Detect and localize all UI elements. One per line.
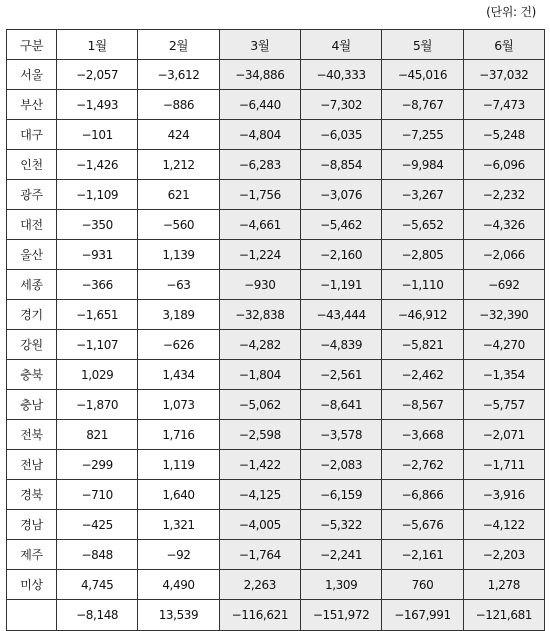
value-cell: −3,578 (300, 420, 381, 450)
table-row (7, 570, 545, 600)
value-cell: −350 (57, 210, 138, 240)
value-cell: −63 (138, 270, 219, 300)
value-cell: −4,005 (219, 510, 300, 540)
value-cell: −931 (57, 240, 138, 270)
value-cell: −2,057 (57, 60, 138, 90)
value-cell: −4,839 (300, 330, 381, 360)
value-cell: −2,462 (382, 360, 463, 390)
value-cell: 1,278 (463, 570, 544, 600)
value-cell: 3,189 (138, 300, 219, 330)
value-cell: −6,035 (300, 120, 381, 150)
value-cell: −2,232 (463, 180, 544, 210)
value-cell: −560 (138, 210, 219, 240)
region-cell: 충남 (7, 390, 57, 420)
region-cell: 전남 (7, 450, 57, 480)
value-cell: −121,681 (463, 600, 544, 631)
value-cell: −1,870 (57, 390, 138, 420)
value-cell: −2,083 (300, 450, 381, 480)
value-cell: 1,073 (138, 390, 219, 420)
value-cell: −3,916 (463, 480, 544, 510)
value-cell: −1,426 (57, 150, 138, 180)
value-cell: −6,440 (219, 90, 300, 120)
value-cell: −886 (138, 90, 219, 120)
value-cell: −710 (57, 480, 138, 510)
value-cell: −40,333 (300, 60, 381, 90)
table-row (7, 540, 545, 570)
table-row (7, 90, 545, 120)
header-cell-month: 6월 (463, 30, 544, 60)
value-cell: −45,016 (382, 60, 463, 90)
value-cell: −2,161 (382, 540, 463, 570)
value-cell: −5,462 (300, 210, 381, 240)
value-cell: −32,838 (219, 300, 300, 330)
value-cell: −5,652 (382, 210, 463, 240)
value-cell: −116,621 (219, 600, 300, 631)
table-row (7, 330, 545, 360)
header-cell-month: 2월 (138, 30, 219, 60)
header-cell-region: 구분 (7, 30, 57, 60)
value-cell: 424 (138, 120, 219, 150)
value-cell: 1,119 (138, 450, 219, 480)
value-cell: 821 (57, 420, 138, 450)
value-cell: −3,668 (382, 420, 463, 450)
table-body (7, 60, 545, 631)
header-cell-month: 1월 (57, 30, 138, 60)
value-cell: 760 (382, 570, 463, 600)
table-row (7, 480, 545, 510)
value-cell: −7,302 (300, 90, 381, 120)
table-row (7, 600, 545, 631)
region-cell: 제주 (7, 540, 57, 570)
value-cell: −366 (57, 270, 138, 300)
value-cell: −8,854 (300, 150, 381, 180)
value-cell: −1,110 (382, 270, 463, 300)
header-row (7, 30, 545, 60)
value-cell: −4,122 (463, 510, 544, 540)
value-cell: −2,066 (463, 240, 544, 270)
value-cell: −46,912 (382, 300, 463, 330)
value-cell: −1,764 (219, 540, 300, 570)
value-cell: −5,821 (382, 330, 463, 360)
region-cell: 전북 (7, 420, 57, 450)
value-cell: 1,640 (138, 480, 219, 510)
table-row (7, 420, 545, 450)
value-cell: −848 (57, 540, 138, 570)
region-cell: 광주 (7, 180, 57, 210)
value-cell: 1,716 (138, 420, 219, 450)
value-cell: −37,032 (463, 60, 544, 90)
value-cell: −34,886 (219, 60, 300, 90)
value-cell: −1,354 (463, 360, 544, 390)
value-cell: −2,160 (300, 240, 381, 270)
value-cell: −101 (57, 120, 138, 150)
header-cell-month: 3월 (219, 30, 300, 60)
value-cell: −1,422 (219, 450, 300, 480)
value-cell: 621 (138, 180, 219, 210)
header-cell-month: 4월 (300, 30, 381, 60)
value-cell: −2,241 (300, 540, 381, 570)
region-cell: 부산 (7, 90, 57, 120)
table-row (7, 150, 545, 180)
value-cell: −151,972 (300, 600, 381, 631)
value-cell: −1,804 (219, 360, 300, 390)
table-row (7, 390, 545, 420)
value-cell: −5,248 (463, 120, 544, 150)
value-cell: −5,757 (463, 390, 544, 420)
value-cell: −1,224 (219, 240, 300, 270)
value-cell: −2,805 (382, 240, 463, 270)
value-cell: 1,309 (300, 570, 381, 600)
value-cell: −5,322 (300, 510, 381, 540)
value-cell: 1,212 (138, 150, 219, 180)
value-cell: −1,756 (219, 180, 300, 210)
value-cell: −4,804 (219, 120, 300, 150)
value-cell: −626 (138, 330, 219, 360)
value-cell: −8,767 (382, 90, 463, 120)
value-cell: −1,651 (57, 300, 138, 330)
value-cell: −6,159 (300, 480, 381, 510)
value-cell: −6,283 (219, 150, 300, 180)
region-cell: 대전 (7, 210, 57, 240)
region-cell (7, 600, 57, 631)
value-cell: 13,539 (138, 600, 219, 631)
value-cell: 2,263 (219, 570, 300, 600)
value-cell: −5,062 (219, 390, 300, 420)
value-cell: −2,203 (463, 540, 544, 570)
value-cell: −2,071 (463, 420, 544, 450)
value-cell: −425 (57, 510, 138, 540)
value-cell: −2,598 (219, 420, 300, 450)
data-table (6, 29, 545, 631)
table-row (7, 450, 545, 480)
region-cell: 충북 (7, 360, 57, 390)
value-cell: −8,641 (300, 390, 381, 420)
table-row (7, 270, 545, 300)
value-cell: −7,255 (382, 120, 463, 150)
value-cell: −3,612 (138, 60, 219, 90)
value-cell: −1,711 (463, 450, 544, 480)
value-cell: −3,076 (300, 180, 381, 210)
value-cell: −6,096 (463, 150, 544, 180)
table-row (7, 210, 545, 240)
region-cell: 울산 (7, 240, 57, 270)
value-cell: −2,561 (300, 360, 381, 390)
header-cell-month: 5월 (382, 30, 463, 60)
value-cell: 4,745 (57, 570, 138, 600)
value-cell: −1,107 (57, 330, 138, 360)
value-cell: −1,109 (57, 180, 138, 210)
region-cell: 강원 (7, 330, 57, 360)
value-cell: −7,473 (463, 90, 544, 120)
value-cell: −4,326 (463, 210, 544, 240)
value-cell: 1,321 (138, 510, 219, 540)
region-cell: 경북 (7, 480, 57, 510)
region-cell: 서울 (7, 60, 57, 90)
value-cell: −9,984 (382, 150, 463, 180)
value-cell: −2,762 (382, 450, 463, 480)
value-cell: −299 (57, 450, 138, 480)
value-cell: −32,390 (463, 300, 544, 330)
value-cell: −4,270 (463, 330, 544, 360)
value-cell: −1,493 (57, 90, 138, 120)
value-cell: −167,991 (382, 600, 463, 631)
region-cell: 경남 (7, 510, 57, 540)
region-cell: 세종 (7, 270, 57, 300)
value-cell: 4,490 (138, 570, 219, 600)
table-row (7, 240, 545, 270)
table-row (7, 510, 545, 540)
table-row (7, 180, 545, 210)
value-cell: −930 (219, 270, 300, 300)
value-cell: −43,444 (300, 300, 381, 330)
value-cell: −1,191 (300, 270, 381, 300)
value-cell: −5,676 (382, 510, 463, 540)
value-cell: −4,125 (219, 480, 300, 510)
table-row (7, 360, 545, 390)
value-cell: −4,282 (219, 330, 300, 360)
table-row (7, 300, 545, 330)
unit-note: (단위: 건) (486, 5, 536, 19)
value-cell: −8,148 (57, 600, 138, 631)
region-cell: 대구 (7, 120, 57, 150)
value-cell: −92 (138, 540, 219, 570)
region-cell: 미상 (7, 570, 57, 600)
value-cell: −8,567 (382, 390, 463, 420)
region-cell: 인천 (7, 150, 57, 180)
value-cell: −6,866 (382, 480, 463, 510)
region-cell: 경기 (7, 300, 57, 330)
value-cell: −3,267 (382, 180, 463, 210)
value-cell: −692 (463, 270, 544, 300)
value-cell: 1,029 (57, 360, 138, 390)
value-cell: 1,139 (138, 240, 219, 270)
value-cell: −4,661 (219, 210, 300, 240)
table-row (7, 60, 545, 90)
table-row (7, 120, 545, 150)
value-cell: 1,434 (138, 360, 219, 390)
